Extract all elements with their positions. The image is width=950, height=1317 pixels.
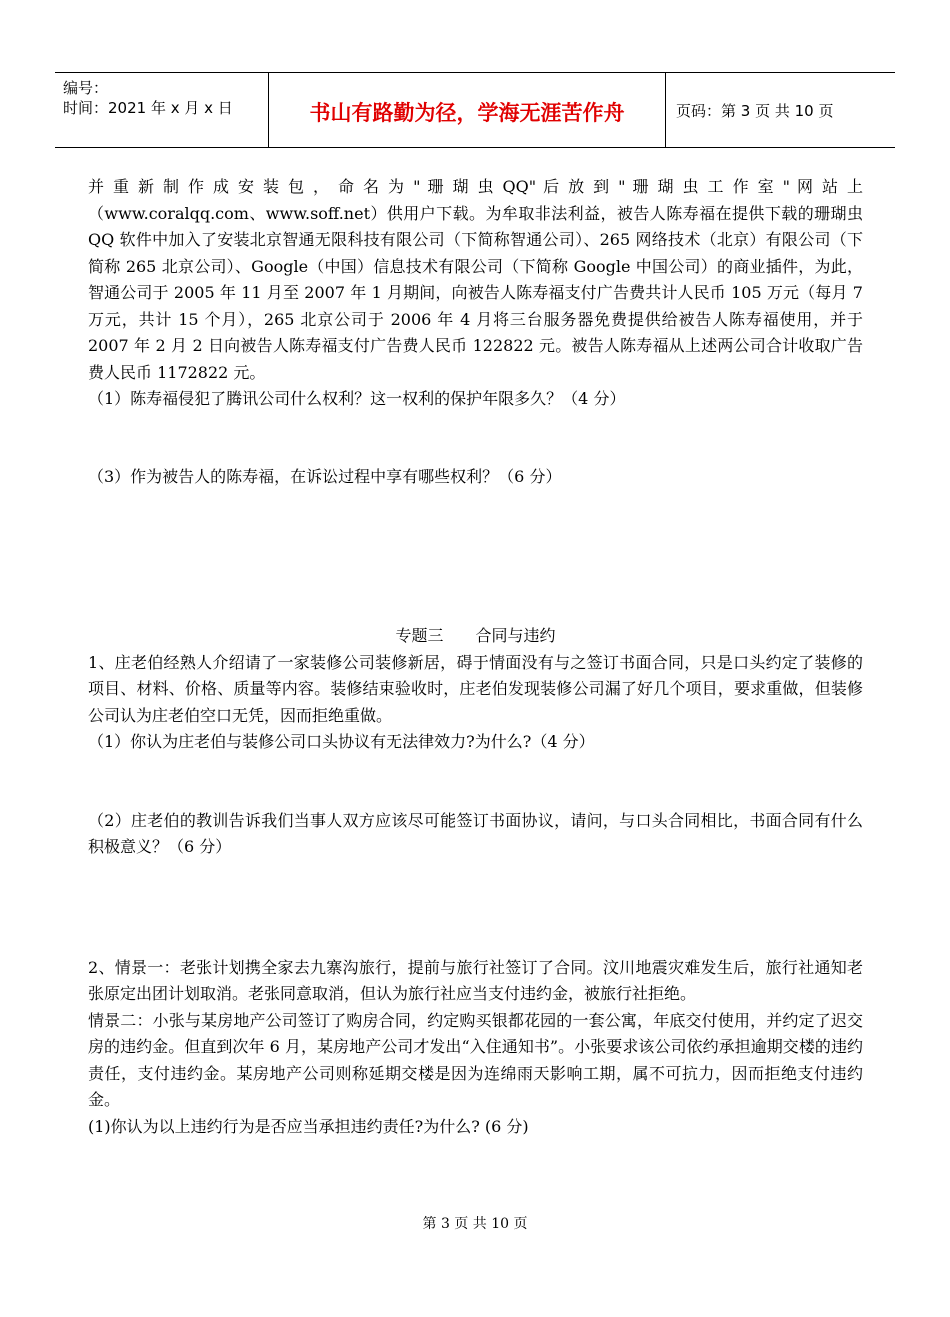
question-3: （3）作为被告人的陈寿福，在诉讼过程中享有哪些权利？（6 分） (88, 466, 562, 486)
header-motto-cell (269, 73, 666, 147)
answer-space (88, 861, 863, 955)
case-2-scenario-1: 2、情景一：老张计划携全家去九寨沟旅行，提前与旅行社签订了合同。汶川地震灾难发生后，旅行社通知老张原定出团计划取消。老张同意取消，但认为旅行社应当支付违约金，被旅行社拒绝。 (88, 957, 863, 1003)
document-number-label: 编号： (63, 79, 109, 97)
topic-heading: 专题三 合同与违约 (395, 626, 556, 645)
header-meta-cell (55, 73, 269, 147)
paragraph-case-continuation: （www.coralqq.com、www.soff.net）供用户下载。为牟取非法利益，被告人陈寿福在提供下载的珊瑚虫 QQ 软件中加入了安装北京智通无限科技有限公司（下简称智通公司）、265 网络技术（北京）有限公司（下简称 265 北京公司）、Google（中国）信息技术有限公司（下简称 Google 中国公司）的商业插件，为此，智通公司于 2005 年 11 月至 2007 年 1 月期间，向被告人陈寿福支付广告费共计人民币 105 万元（每月 7 万元，共计 15 个月），265 北京公司于 2006 年 4 月将三台服务器免费提供给被告人陈寿福使用，并于 2007 年 2 月 2 日向被告人陈寿福支付广告费人民币 122822 元。被告人陈寿福从上述两公司合计收取广告费人民币 1172822 元。 (88, 203, 863, 382)
document-time-label: 时间：2021 年 x 月 x 日 (63, 99, 233, 117)
question-1: （1）陈寿福侵犯了腾讯公司什么权利？这一权利的保护年限多久？（4 分） (88, 389, 626, 408)
page-header (55, 72, 895, 148)
answer-space (88, 756, 863, 808)
answer-space (88, 413, 863, 464)
case-2-scenario-2: 情景二：小张与某房地产公司签订了购房合同，约定购买银都花园的一套公寓，年底交付使用，并约定了迟交房的违约金。但直到次年 6 月，某房地产公司才发出“入住通知书”。小张要求该公司依约承担逾期交楼的违约责任，支付违约金。某房地产公司则称延期交楼是因为连绵雨天影响工期，属不可抗力，因而拒绝支付违约金。 (88, 1010, 863, 1109)
case-1-question-2: （2）庄老伯的教训告诉我们当事人双方应该尽可能签订书面协议，请问，与口头合同相比，书面合同有什么积极意义？（6 分） (88, 810, 863, 856)
case-1-question-1: （1）你认为庄老伯与装修公司口头协议有无法律效力?为什么?（4 分） (88, 732, 595, 751)
case-1-text: 1、庄老伯经熟人介绍请了一家装修公司装修新居，碍于情面没有与之签订书面合同，只是口头约定了装修的项目、材料、价格、质量等内容。装修结束验收时，庄老伯发现装修公司漏了好几个项目，要求重做，但装修公司认为庄老伯空口无凭，因而拒绝重做。 (88, 652, 863, 725)
case-2-question-1: (1)你认为以上违约行为是否应当承担违约责任?为什么? (6 分) (88, 1116, 529, 1136)
page-footer: 第 3 页 共 10 页 (422, 1216, 528, 1232)
header-page-cell (666, 73, 895, 147)
document-body (88, 174, 863, 1140)
answer-space (88, 490, 863, 623)
paragraph-case-line1: 并 重 新 制 作 成 安 装 包 ， 命 名 为 " 珊 瑚 虫 QQ" 后 放 到 " 珊 瑚 虫 工 作 室 " 网 站 上 (88, 177, 863, 196)
header-motto: 书山有路勤为径，学海无涯苦作舟 (309, 101, 625, 125)
header-page-info: 页码：第 3 页 共 10 页 (676, 102, 834, 120)
